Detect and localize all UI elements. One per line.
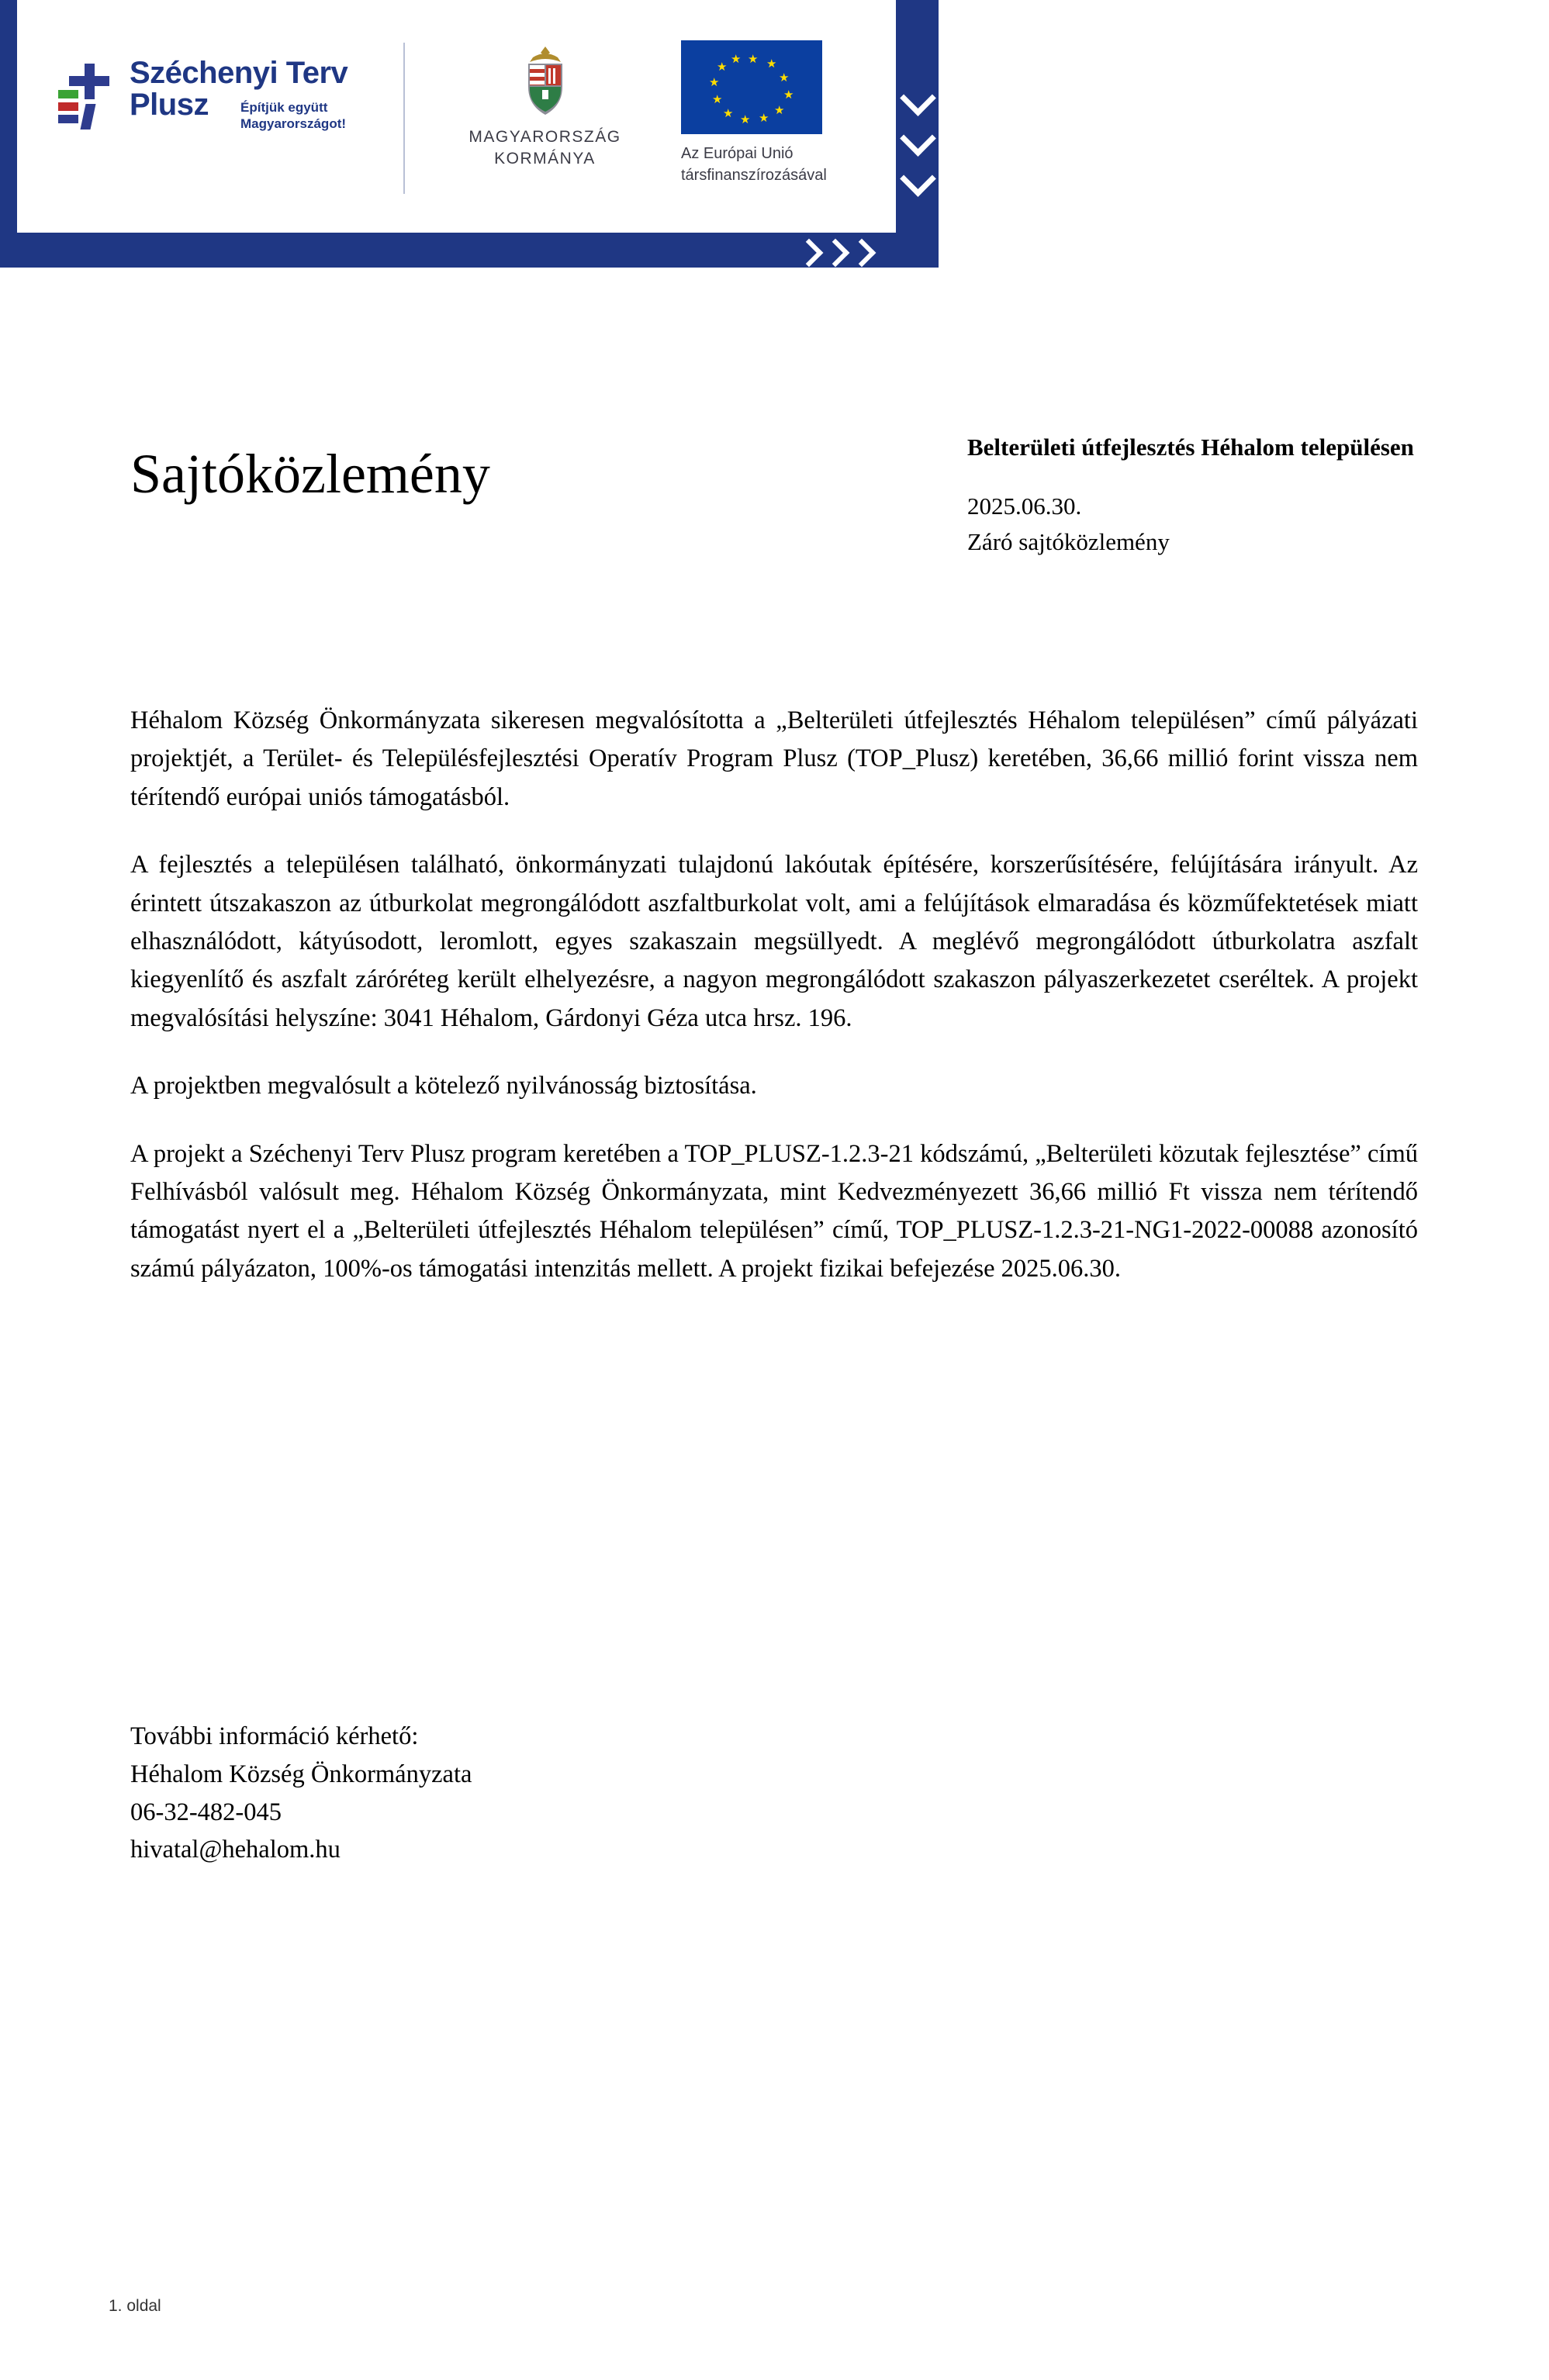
contact-email: hivatal@hehalom.hu [130, 1836, 341, 1864]
paragraph-3: A projektben megvalósult a kötelező nyilvánosság biztosítása. [130, 1072, 757, 1100]
szechenyi-logo-tagline [240, 99, 346, 133]
logo-divider [403, 43, 405, 194]
szechenyi-tagline-line2: Magyarországot! [240, 116, 347, 132]
header-banner [0, 0, 939, 268]
szechenyi-terv-plusz-logo [58, 54, 384, 182]
paragraph-2: A fejlesztés a településen található, önkormányzati tulajdonú lakóutak építésére, korszerűsítésére, felújítására irányult. Az érintett útszakaszon az útburkolat megrongálódott aszfaltburkolat volt, ami a felújítások elmaradása és közműfektetések miatt elhasználódott, kátyúsodott, leromlott, egyes szakaszain megsüllyedt. A meglévő megrongálódott útburkolatra aszfalt kiegyenlítő és aszfalt záróréteg került elhelyezésre, a nagyon megrongálódott szakaszon pályaszerkezetet cseréltek. A projekt megvalósítási helyszíne: 3041 Héhalom, Gárdonyi Géza utca hrsz. 196. [130, 851, 1418, 1032]
government-logo [442, 45, 648, 192]
government-logo-line1: MAGYARORSZÁG [469, 128, 621, 146]
page-number: 1. oldal [109, 2297, 161, 2315]
chevron-down-icon-group [902, 85, 933, 217]
release-type: Záró sajtóközlemény [967, 528, 1170, 556]
eu-logo-line2: társfinanszírozásával [681, 167, 827, 184]
document-meta [967, 430, 1479, 559]
government-logo-line2: KORMÁNYA [494, 150, 596, 168]
contact-block [130, 1718, 828, 1869]
chevron-right-icon-group [799, 237, 900, 264]
szechenyi-logo-line2: Plusz [130, 87, 209, 122]
contact-organization: Héhalom Község Önkormányzata [130, 1760, 472, 1788]
banner-left-edge [0, 0, 17, 268]
project-title: Belterületi útfejlesztés Héhalom településen [967, 434, 1414, 461]
document-body [130, 702, 1418, 1318]
government-logo-text [442, 126, 648, 171]
eu-logo [681, 40, 890, 195]
eu-logo-line1: Az Európai Unió [681, 145, 794, 162]
paragraph-4: A projekt a Széchenyi Terv Plusz program keretében a TOP_PLUSZ-1.2.3-21 kódszámú, „Belterületi közutak fejlesztése” című Felhívásból valósult meg. Héhalom Község Önkormányzata, mint Kedvezményezett 36,66 millió Ft vissza nem térítendő támogatást nyert el a „Belterületi útfejlesztés Héhalom településen” című, TOP_PLUSZ-1.2.3-21-NG1-2022-00088 azonosító számú pályázaton, 100%-os támogatási intenzitás mellett. A projekt fizikai befejezése 2025.06.30. [130, 1139, 1418, 1283]
paragraph-1: Héhalom Község Önkormányzata sikeresen megvalósította a „Belterületi útfejlesztés Héhalom településen” című pályázati projektjét, a Terület- és Településfejlesztési Operatív Program Plusz (TOP_Plusz) keretében, 36,66 millió forint vissza nem térítendő európai uniós támogatásból. [130, 706, 1418, 811]
eu-flag-icon: ★ ★ ★ ★ ★ ★ ★ ★ ★ ★ ★ ★ [681, 40, 822, 134]
szechenyi-tagline-line1: Építjük együtt [240, 100, 328, 115]
szechenyi-logo-line1: Széchenyi Terv [130, 56, 348, 90]
publication-date: 2025.06.30. [967, 492, 1082, 520]
contact-phone: 06-32-482-045 [130, 1798, 282, 1826]
contact-heading: További információ kérhető: [130, 1722, 419, 1750]
hungarian-coat-of-arms-icon [519, 45, 572, 116]
page-title: Sajtóközlemény [130, 443, 490, 505]
eu-logo-text [681, 143, 859, 186]
szechenyi-plus-mark-icon [58, 64, 120, 130]
